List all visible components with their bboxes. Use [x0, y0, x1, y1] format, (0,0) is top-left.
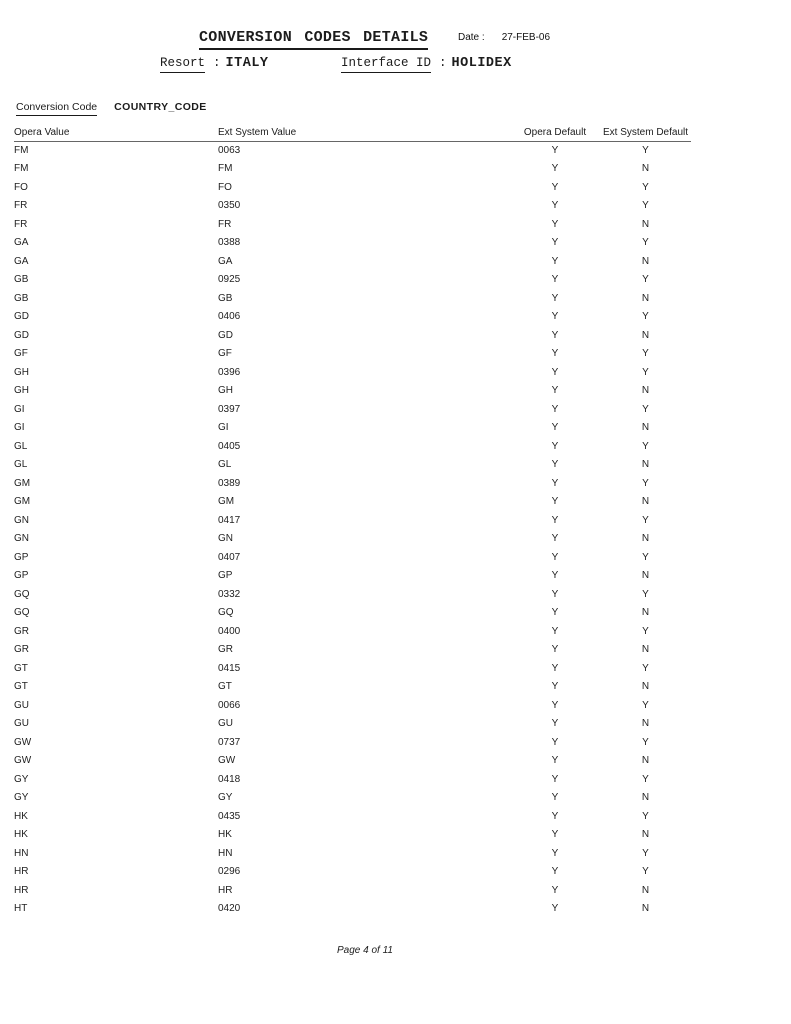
opera-value-cell: FO — [14, 181, 28, 193]
ext-system-default-cell: Y — [642, 366, 649, 378]
ext-system-default-cell: Y — [642, 551, 649, 563]
opera-value-cell: GP — [14, 570, 29, 582]
table-row — [14, 474, 691, 493]
opera-default-cell: Y — [551, 681, 559, 693]
table-header — [14, 123, 691, 141]
opera-value-cell: FM — [14, 145, 29, 156]
opera-default-cell: Y — [551, 551, 559, 563]
ext-system-value-cell: 0396 — [218, 366, 241, 378]
ext-system-default-cell: Y — [642, 514, 649, 526]
table-row — [14, 752, 691, 771]
ext-system-value-cell: 0388 — [218, 237, 241, 249]
table-row — [14, 641, 691, 660]
table-row — [14, 215, 691, 234]
ext-system-value-cell: 0400 — [218, 625, 241, 637]
ext-system-default-cell: N — [641, 218, 650, 230]
opera-default-cell: Y — [551, 884, 559, 896]
table-row — [14, 252, 691, 271]
table-row — [14, 530, 691, 549]
column-header-ext-system-default: Ext System Default — [600, 123, 691, 141]
conversion-codes-table — [14, 123, 691, 918]
table-row — [14, 456, 691, 475]
ext-system-value-cell: 0418 — [218, 773, 241, 785]
opera-default-cell: Y — [551, 773, 559, 785]
opera-value-cell: GL — [14, 459, 28, 471]
opera-default-cell: Y — [551, 829, 559, 841]
opera-value-cell: GB — [14, 292, 29, 304]
opera-default-cell: Y — [551, 514, 559, 526]
table-row — [14, 585, 691, 604]
ext-system-value-cell: GM — [218, 496, 235, 508]
table-row — [14, 900, 691, 919]
opera-value-cell: GT — [14, 681, 28, 693]
opera-value-cell: HN — [14, 847, 29, 859]
ext-system-default-cell: N — [641, 459, 650, 471]
ext-system-value-cell: 0737 — [218, 736, 241, 748]
opera-value-cell: GP — [14, 551, 29, 563]
interface-id-separator: : — [439, 56, 447, 70]
opera-value-cell: FR — [14, 218, 28, 230]
interface-id-label: Interface ID — [341, 56, 431, 73]
ext-system-value-cell: HK — [218, 829, 232, 841]
table-row — [14, 733, 691, 752]
ext-system-default-cell: Y — [642, 477, 649, 489]
ext-system-value-cell: 0063 — [218, 145, 241, 156]
ext-system-default-cell: N — [641, 718, 650, 730]
table-row — [14, 326, 691, 345]
opera-value-cell: GU — [14, 718, 29, 730]
table-row — [14, 289, 691, 308]
opera-default-cell: Y — [551, 440, 559, 452]
opera-default-cell: Y — [551, 163, 559, 175]
ext-system-value-cell: FR — [218, 218, 232, 230]
table-row — [14, 400, 691, 419]
ext-system-value-cell: 0415 — [218, 662, 241, 674]
ext-system-default-cell: N — [641, 496, 650, 508]
column-header-opera-value: Opera Value — [14, 123, 218, 141]
ext-system-value-cell: GP — [218, 570, 233, 582]
report-title-wrap — [199, 28, 428, 50]
ext-system-default-cell: N — [641, 533, 650, 545]
ext-system-value-cell: 0925 — [218, 274, 241, 286]
opera-value-cell: GI — [14, 403, 25, 415]
opera-default-cell: Y — [551, 847, 559, 859]
opera-value-cell: GW — [14, 755, 32, 767]
ext-system-value-cell: GD — [218, 329, 233, 341]
opera-default-cell: Y — [551, 218, 559, 230]
table-row — [14, 363, 691, 382]
ext-system-default-cell: Y — [642, 625, 649, 637]
table-row — [14, 678, 691, 697]
opera-default-cell: Y — [551, 181, 559, 193]
ext-system-default-cell: Y — [642, 403, 649, 415]
ext-system-default-cell: Y — [642, 588, 649, 600]
opera-default-cell: Y — [551, 348, 559, 360]
ext-system-value-cell: GA — [218, 255, 233, 267]
date-label: Date : — [458, 32, 485, 43]
ext-system-value-cell: 0407 — [218, 551, 241, 563]
opera-default-cell: Y — [551, 292, 559, 304]
ext-system-value-cell: GU — [218, 718, 233, 730]
ext-system-default-cell: N — [641, 385, 650, 397]
ext-system-default-cell: Y — [642, 866, 649, 878]
ext-system-value-cell: FM — [218, 163, 233, 175]
table-row — [14, 863, 691, 882]
ext-system-value-cell: 0397 — [218, 403, 241, 415]
opera-default-cell: Y — [551, 366, 559, 378]
opera-default-cell: Y — [551, 385, 559, 397]
table-row — [14, 567, 691, 586]
opera-default-cell: Y — [551, 477, 559, 489]
ext-system-default-cell: Y — [642, 773, 649, 785]
ext-system-default-cell: Y — [642, 274, 649, 286]
table-row — [14, 141, 691, 160]
table-row — [14, 807, 691, 826]
opera-default-cell: Y — [551, 810, 559, 822]
page-footer: Page 4 of 11 — [337, 945, 393, 956]
conversion-code-value: COUNTRY_CODE — [114, 101, 207, 113]
ext-system-default-cell: N — [641, 422, 650, 434]
ext-system-default-cell: Y — [642, 699, 649, 711]
table-row — [14, 419, 691, 438]
table-row — [14, 826, 691, 845]
ext-system-value-cell: GW — [218, 755, 236, 767]
ext-system-value-cell: 0389 — [218, 477, 241, 489]
ext-system-value-cell: GF — [218, 348, 232, 360]
table-row — [14, 548, 691, 567]
opera-default-cell: Y — [551, 311, 559, 323]
ext-system-default-cell: Y — [642, 736, 649, 748]
opera-value-cell: GI — [14, 422, 25, 434]
opera-value-cell: FM — [14, 163, 29, 175]
ext-system-value-cell: 0296 — [218, 866, 241, 878]
table-row — [14, 437, 691, 456]
conversion-code-group — [16, 101, 207, 116]
opera-value-cell: GQ — [14, 607, 30, 619]
opera-value-cell: GM — [14, 477, 31, 489]
opera-value-cell: GR — [14, 625, 29, 637]
opera-default-cell: Y — [551, 755, 559, 767]
opera-default-cell: Y — [551, 903, 559, 915]
resort-label: Resort — [160, 56, 205, 73]
ext-system-value-cell: GQ — [218, 607, 234, 619]
ext-system-default-cell: N — [641, 792, 650, 804]
opera-default-cell: Y — [551, 792, 559, 804]
opera-default-cell: Y — [551, 588, 559, 600]
opera-value-cell: GA — [14, 237, 29, 249]
opera-value-cell: GM — [14, 496, 31, 508]
opera-value-cell: GB — [14, 274, 29, 286]
opera-default-cell: Y — [551, 570, 559, 582]
ext-system-value-cell: GN — [218, 533, 233, 545]
ext-system-value-cell: HR — [218, 884, 233, 896]
opera-value-cell: GF — [14, 348, 28, 360]
table-row — [14, 271, 691, 290]
opera-default-cell: Y — [551, 145, 559, 156]
opera-value-cell: GD — [14, 311, 29, 323]
table-row — [14, 197, 691, 216]
resort-separator: : — [213, 56, 221, 70]
opera-value-cell: GD — [14, 329, 29, 341]
opera-value-cell: GH — [14, 385, 29, 397]
ext-system-value-cell: 0066 — [218, 699, 241, 711]
date-value: 27-FEB-06 — [501, 32, 551, 43]
opera-default-cell: Y — [551, 496, 559, 508]
page-title: CONVERSION CODES DETAILS — [199, 29, 428, 50]
opera-default-cell: Y — [551, 866, 559, 878]
ext-system-default-cell: Y — [642, 237, 649, 249]
opera-value-cell: GQ — [14, 588, 30, 600]
ext-system-default-cell: Y — [642, 311, 649, 323]
table-row — [14, 844, 691, 863]
table-row — [14, 493, 691, 512]
opera-value-cell: HK — [14, 829, 28, 841]
opera-value-cell: GL — [14, 440, 28, 452]
ext-system-value-cell: 0405 — [218, 440, 241, 452]
opera-default-cell: Y — [551, 533, 559, 545]
opera-value-cell: GN — [14, 533, 29, 545]
ext-system-default-cell: Y — [642, 440, 649, 452]
ext-system-default-cell: N — [641, 884, 650, 896]
opera-default-cell: Y — [551, 422, 559, 434]
column-header-opera-default: Opera Default — [510, 123, 600, 141]
opera-value-cell: GR — [14, 644, 29, 656]
table-row — [14, 178, 691, 197]
ext-system-default-cell: Y — [642, 145, 649, 156]
column-header-ext-system-value: Ext System Value — [218, 123, 510, 141]
opera-default-cell: Y — [551, 459, 559, 471]
opera-value-cell: HR — [14, 884, 29, 896]
ext-system-default-cell: Y — [642, 810, 649, 822]
ext-system-value-cell: 0350 — [218, 200, 241, 212]
opera-default-cell: Y — [551, 699, 559, 711]
table-row — [14, 659, 691, 678]
ext-system-value-cell: 0417 — [218, 514, 241, 526]
opera-default-cell: Y — [551, 607, 559, 619]
opera-default-cell: Y — [551, 274, 559, 286]
resort-group — [160, 56, 269, 73]
table-row — [14, 770, 691, 789]
ext-system-value-cell: GR — [218, 644, 233, 656]
conversion-code-label: Conversion Code — [16, 101, 97, 116]
table-row — [14, 696, 691, 715]
ext-system-default-cell: Y — [642, 348, 649, 360]
opera-value-cell: GA — [14, 255, 29, 267]
table-row — [14, 308, 691, 327]
ext-system-value-cell: 0435 — [218, 810, 241, 822]
ext-system-default-cell: N — [641, 163, 650, 175]
ext-system-default-cell: Y — [642, 181, 649, 193]
table-row — [14, 789, 691, 808]
opera-default-cell: Y — [551, 736, 559, 748]
opera-default-cell: Y — [551, 403, 559, 415]
table-row — [14, 715, 691, 734]
ext-system-value-cell: GY — [218, 792, 233, 804]
ext-system-value-cell: 0420 — [218, 903, 241, 915]
ext-system-default-cell: N — [641, 607, 650, 619]
ext-system-default-cell: N — [641, 329, 650, 341]
opera-default-cell: Y — [551, 662, 559, 674]
ext-system-default-cell: N — [641, 829, 650, 841]
ext-system-default-cell: Y — [642, 847, 649, 859]
ext-system-value-cell: HN — [218, 847, 233, 859]
table-row — [14, 345, 691, 364]
ext-system-value-cell: GL — [218, 459, 232, 471]
interface-id-value: HOLIDEX — [451, 56, 512, 71]
ext-system-value-cell: FO — [218, 181, 232, 193]
opera-value-cell: GU — [14, 699, 29, 711]
ext-system-default-cell: N — [641, 755, 650, 767]
ext-system-value-cell: 0332 — [218, 588, 241, 600]
ext-system-default-cell: N — [641, 292, 650, 304]
table-row — [14, 160, 691, 179]
opera-default-cell: Y — [551, 644, 559, 656]
ext-system-value-cell: GT — [218, 681, 232, 693]
ext-system-default-cell: N — [641, 903, 650, 915]
opera-default-cell: Y — [551, 237, 559, 249]
ext-system-value-cell: 0406 — [218, 311, 241, 323]
opera-value-cell: GT — [14, 662, 28, 674]
opera-default-cell: Y — [551, 200, 559, 212]
ext-system-default-cell: Y — [642, 200, 649, 212]
ext-system-value-cell: GH — [218, 385, 233, 397]
interface-id-group — [341, 56, 512, 73]
opera-default-cell: Y — [551, 329, 559, 341]
resort-value: ITALY — [225, 56, 269, 71]
opera-value-cell: HT — [14, 903, 28, 915]
table-row — [14, 622, 691, 641]
opera-default-cell: Y — [551, 255, 559, 267]
ext-system-default-cell: N — [641, 644, 650, 656]
opera-value-cell: GN — [14, 514, 29, 526]
opera-value-cell: GW — [14, 736, 32, 748]
opera-value-cell: GY — [14, 792, 29, 804]
ext-system-default-cell: N — [641, 570, 650, 582]
ext-system-default-cell: N — [641, 255, 650, 267]
opera-default-cell: Y — [551, 718, 559, 730]
table-body — [14, 141, 691, 918]
opera-value-cell: GH — [14, 366, 29, 378]
opera-value-cell: FR — [14, 200, 28, 212]
table-row — [14, 604, 691, 623]
opera-value-cell: HK — [14, 810, 28, 822]
table-header-row — [14, 123, 691, 141]
opera-value-cell: HR — [14, 866, 29, 878]
date-group — [458, 32, 550, 43]
table-row — [14, 881, 691, 900]
table-row — [14, 511, 691, 530]
ext-system-default-cell: N — [641, 681, 650, 693]
ext-system-default-cell: Y — [642, 662, 649, 674]
opera-default-cell: Y — [551, 625, 559, 637]
ext-system-value-cell: GI — [218, 422, 229, 434]
table-row — [14, 382, 691, 401]
opera-value-cell: GY — [14, 773, 29, 785]
table-row — [14, 234, 691, 253]
ext-system-value-cell: GB — [218, 292, 233, 304]
